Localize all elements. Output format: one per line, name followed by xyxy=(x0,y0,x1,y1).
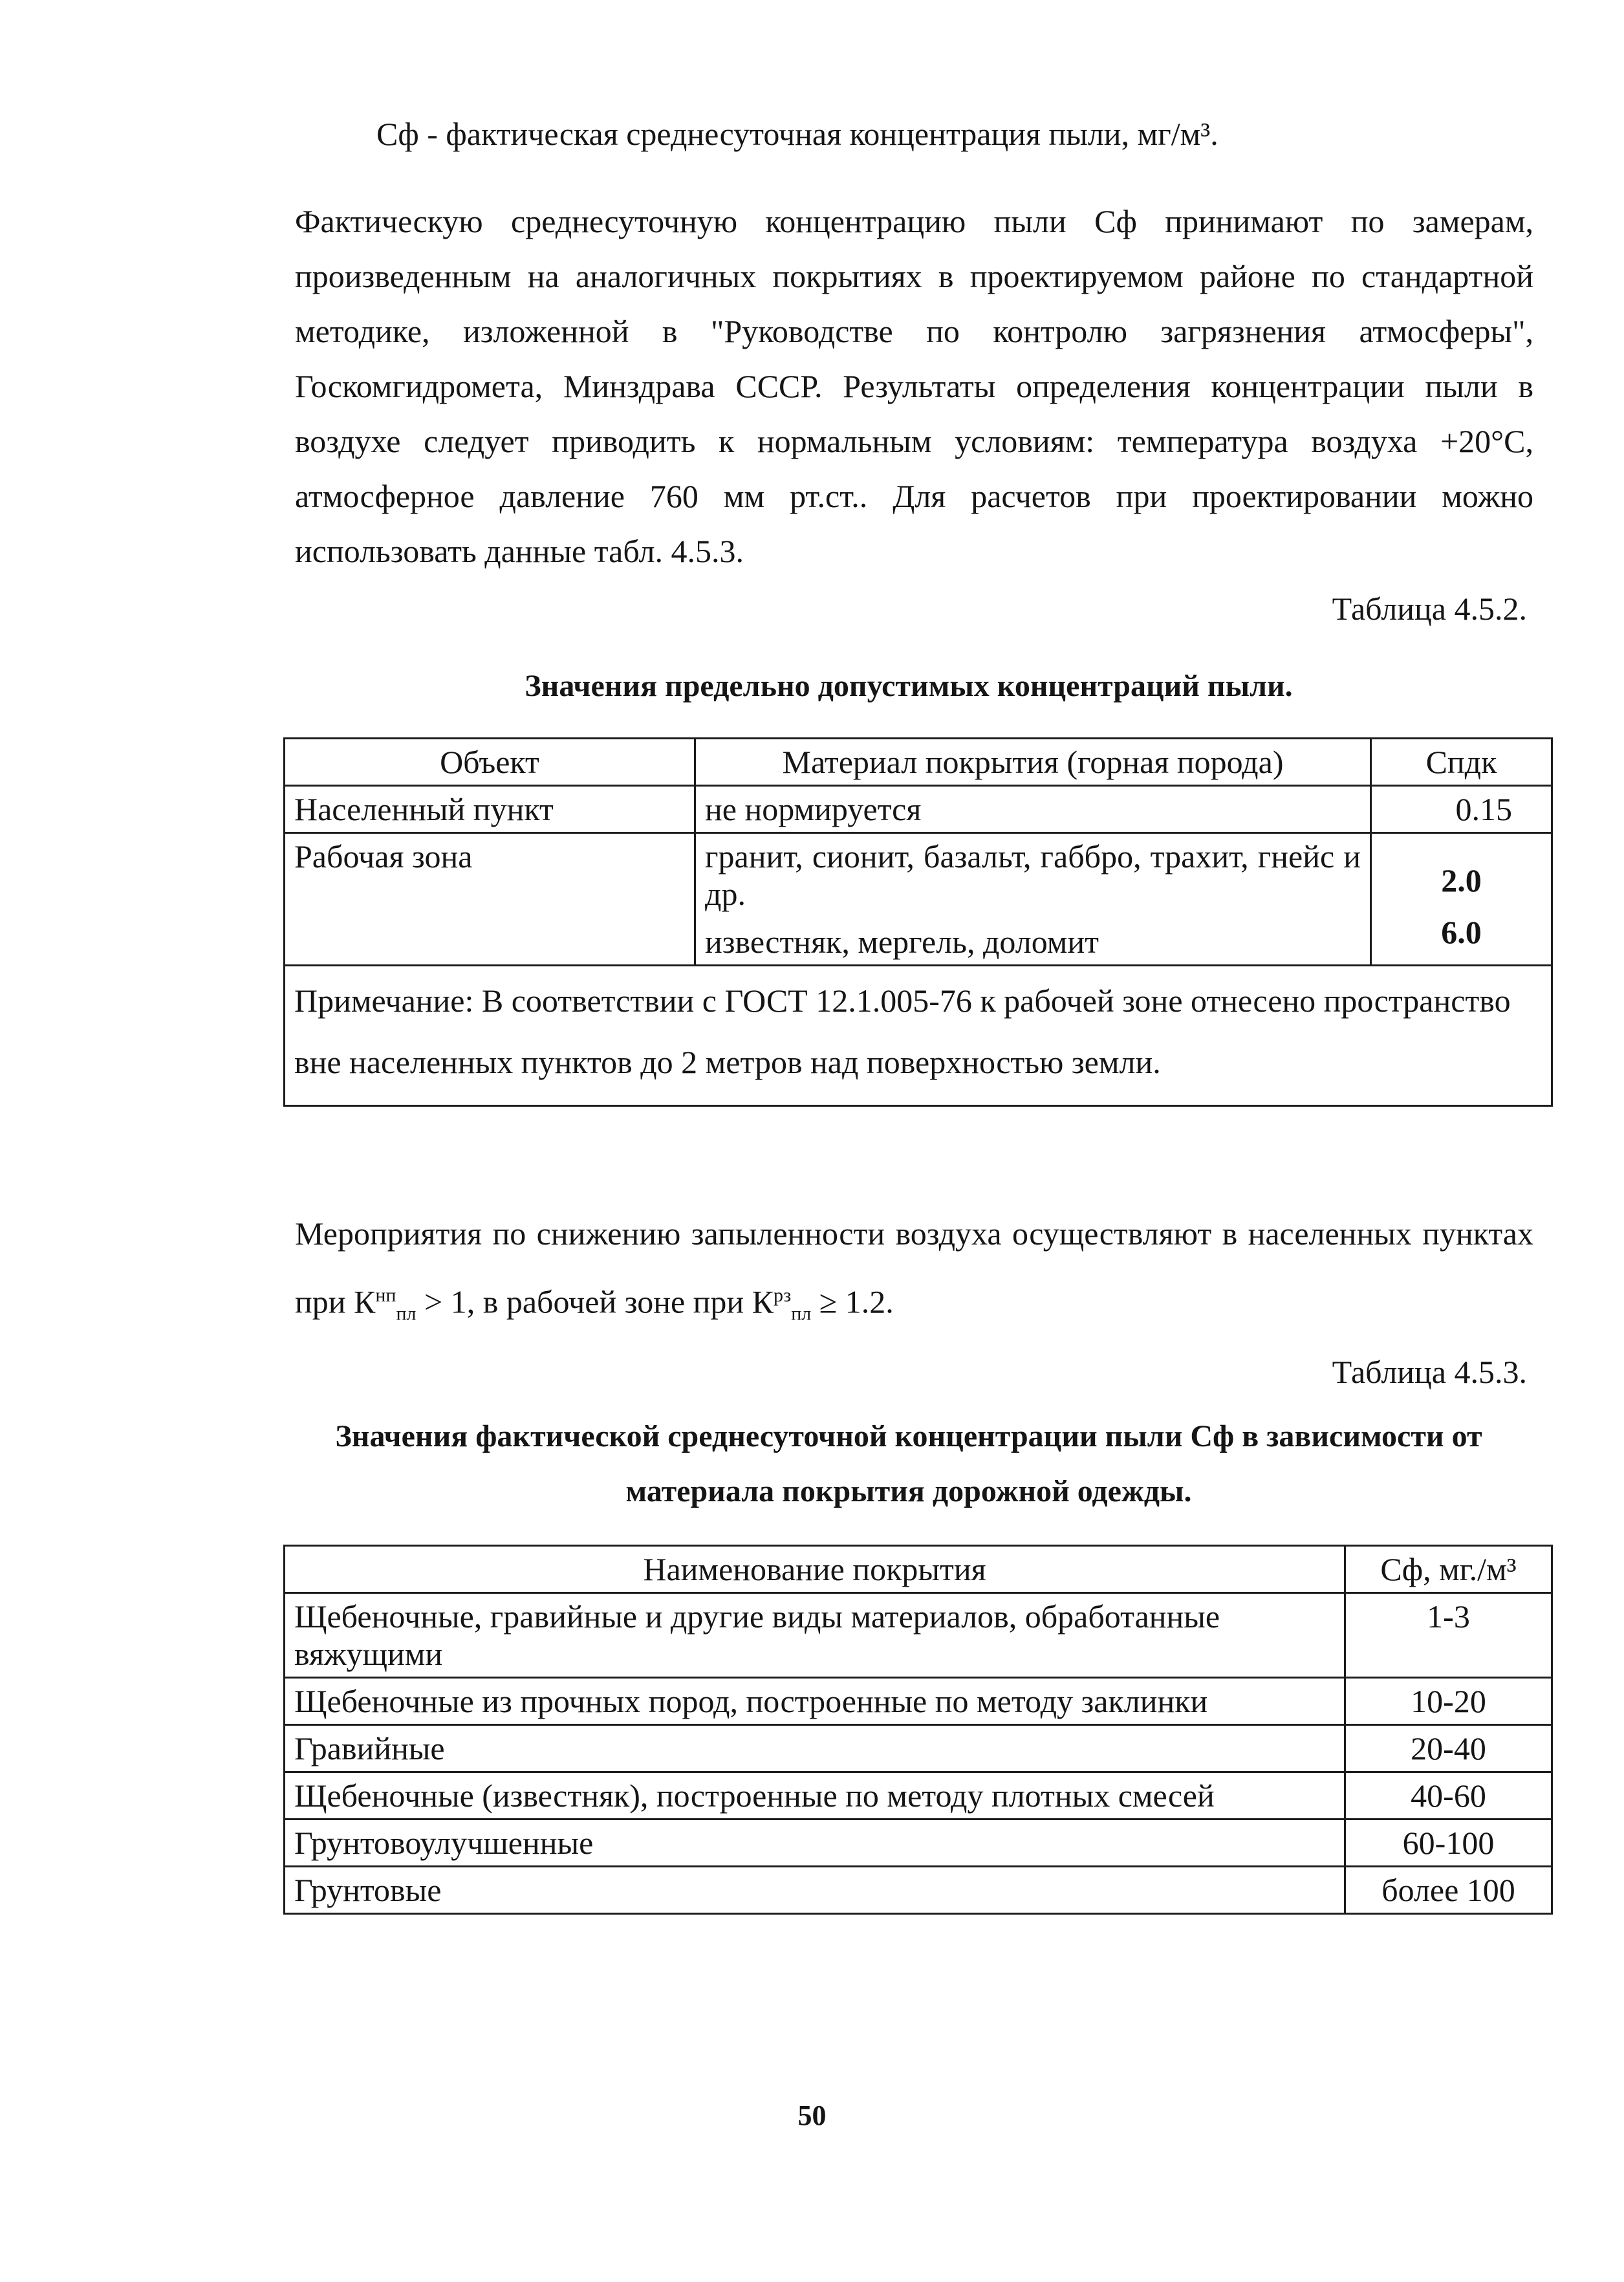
cell-object: Населенный пункт xyxy=(285,786,695,833)
table-4-5-3-label: Таблица 4.5.3. xyxy=(1332,1354,1527,1390)
measures-text-part2: > 1, в рабочей зоне при К xyxy=(416,1283,774,1320)
table-header-row xyxy=(285,1546,1552,1593)
limit-value-granite: 2.0 xyxy=(1441,862,1482,898)
cell-limit: 0.15 xyxy=(1371,786,1552,833)
table-row xyxy=(285,1725,1552,1772)
k-workzone-superscript: рз xyxy=(774,1285,792,1306)
table-row xyxy=(285,1678,1552,1725)
k-settlement-superscript: нп xyxy=(375,1285,396,1306)
header-limit: Спдк xyxy=(1371,739,1552,786)
table-row xyxy=(285,1772,1552,1820)
cell-concentration: 60-100 xyxy=(1345,1820,1552,1867)
table-4-5-2-label: Таблица 4.5.2. xyxy=(1332,591,1527,627)
table-4-5-3 xyxy=(283,1545,1553,1915)
cell-concentration: более 100 xyxy=(1345,1867,1552,1914)
cell-concentration: 40-60 xyxy=(1345,1772,1552,1820)
table-4-5-3-title: Значения фактической среднесуточной концентрации пыли Сф в зависимости от материала покрытия дорожной одежды. xyxy=(335,1419,1482,1508)
table-header-row xyxy=(285,739,1552,786)
cell-coating-name: Щебеночные (известняк), построенные по методу плотных смесей xyxy=(285,1772,1345,1820)
material-granite-group: гранит, сионит, базальт, габбро, трахит, гнейс и др. xyxy=(705,838,1361,912)
table-row xyxy=(285,786,1552,833)
cell-concentration: 10-20 xyxy=(1345,1678,1552,1725)
cell-coating-name: Гравийные xyxy=(285,1725,1345,1772)
table-row xyxy=(285,833,1552,966)
cell-material xyxy=(695,833,1371,966)
cell-coating-name: Щебеночные из прочных пород, построенные по методу заклинки xyxy=(285,1678,1345,1725)
table-note: Примечание: В соответствии с ГОСТ 12.1.005-76 к рабочей зоне отнесено пространство вне населенных пунктов до 2 метров над поверхностью земли. xyxy=(285,966,1552,1106)
measures-text-part3: ≥ 1.2. xyxy=(811,1283,894,1320)
header-coating-name: Наименование покрытия xyxy=(285,1546,1345,1593)
header-material: Материал покрытия (горная порода) xyxy=(695,739,1371,786)
cell-coating-name: Щебеночные, гравийные и другие виды материалов, обработанные вяжущими xyxy=(285,1593,1345,1678)
table-note-row xyxy=(285,966,1552,1106)
definition-line: Cф - фактическая среднесуточная концентрация пыли, мг/м³. xyxy=(376,116,1218,152)
table-row xyxy=(285,1820,1552,1867)
table-row xyxy=(285,1593,1552,1678)
cell-material: не нормируется xyxy=(695,786,1371,833)
k-settlement-subscript: пл xyxy=(396,1303,417,1325)
table-4-5-2-title: Значения предельно допустимых концентраций пыли. xyxy=(525,669,1293,703)
table-row xyxy=(285,1867,1552,1914)
k-workzone-subscript: пл xyxy=(791,1303,812,1325)
measures-text-part1: Мероприятия по снижению запыленности воздуха осуществляют в населенных пунктах при К xyxy=(295,1215,1533,1320)
table-4-5-2 xyxy=(283,737,1553,1107)
cell-object: Рабочая зона xyxy=(285,833,695,966)
limit-value-limestone: 6.0 xyxy=(1441,914,1482,950)
material-limestone-group: известняк, мергель, доломит xyxy=(705,924,1099,960)
cell-concentration: 1-3 xyxy=(1345,1593,1552,1678)
header-object: Объект xyxy=(285,739,695,786)
cell-coating-name: Грунтовые xyxy=(285,1867,1345,1914)
page-number: 50 xyxy=(797,2100,827,2131)
paragraph-dust-measures xyxy=(295,1203,1533,1345)
cell-coating-name: Грунтовоулучшенные xyxy=(285,1820,1345,1867)
header-concentration: Сф, мг./м³ xyxy=(1345,1546,1552,1593)
paragraph-dust-measurement: Фактическую среднесуточную концентрацию пыли Сф принимают по замерам, произведенным на аналогичных покрытиях в проектируемом районе по стандартной методике, изложенной в "Руководстве по контролю загрязнения атмосферы", Госкомгидромета, Минздрава СССР. Результаты определения концентрации пыли в воздухе следует приводить к нормальным условиям: температура воздуха +20°С, атмосферное давление 760 мм рт.ст.. Для расчетов при проектировании можно использовать данные табл. 4.5.3. xyxy=(295,203,1533,569)
cell-limit xyxy=(1371,833,1552,966)
cell-concentration: 20-40 xyxy=(1345,1725,1552,1772)
